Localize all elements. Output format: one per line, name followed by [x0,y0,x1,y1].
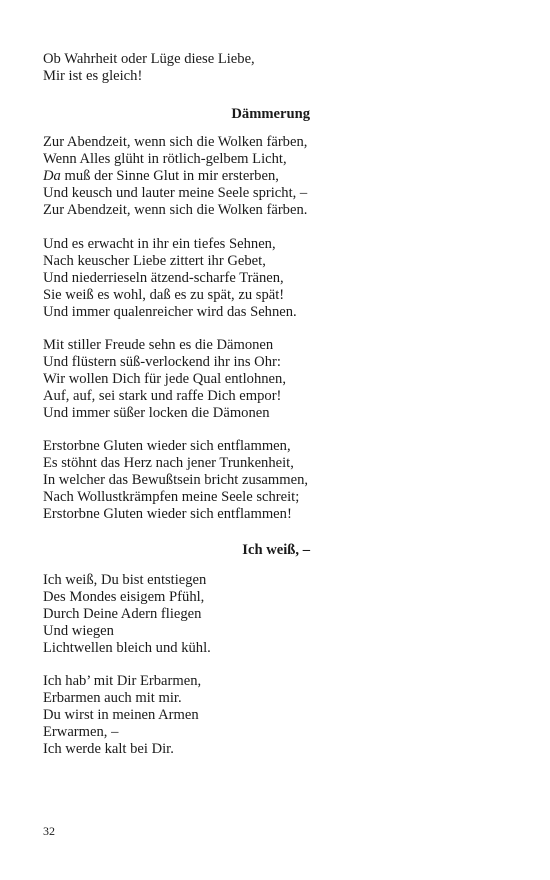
verse-line: Es stöhnt das Herz nach jener Trunkenheit, [43,455,294,471]
page-number: 32 [43,824,55,838]
verse-line: Zur Abendzeit, wenn sich die Wolken färben, [43,134,308,150]
intro-stanza [43,51,513,85]
stanza [43,337,513,422]
verse-line: Nach keuscher Liebe zittert ihr Gebet, [43,253,266,269]
verse-line: In welcher das Bewußtsein bricht zusammen, [43,472,309,488]
verse-line: Und es erwacht in ihr ein tiefes Sehnen, [43,236,276,252]
verse-line: Ich hab’ mit Dir Erbarmen, [43,673,202,689]
verse-line: Wir wollen Dich für jede Qual entlohnen, [43,371,286,387]
verse-line: Erstorbne Gluten wieder sich entflammen, [43,438,291,454]
verse-line: Nach Wollustkrämpfen meine Seele schreit; [43,489,300,505]
verse-line: Und niederrieseln ätzend-scharfe Tränen, [43,270,284,286]
stanza [43,236,513,321]
verse-line: Lichtwellen bleich und kühl. [43,640,211,656]
verse-line: Du wirst in meinen Armen [43,707,199,723]
verse-line [43,168,513,185]
verse-line: Und wiegen [43,623,114,639]
stanza [43,673,513,758]
stanza [43,438,513,523]
poem-title-daemmerung: Dämmerung [231,106,310,122]
verse-line: Ob Wahrheit oder Lüge diese Liebe, [43,51,255,67]
verse-line: Mir ist es gleich! [43,68,143,84]
verse-line: Zur Abendzeit, wenn sich die Wolken färben. [43,202,308,218]
verse-line: Auf, auf, sei stark und raffe Dich empor! [43,388,282,404]
verse-line: Und flüstern süß-verlockend ihr ins Ohr: [43,354,281,370]
verse-line: Ich weiß, Du bist entstiegen [43,572,207,588]
verse-line: Mit stiller Freude sehn es die Dämonen [43,337,274,353]
verse-line-rest: muß der Sinne Glut in mir ersterben, [60,168,279,184]
verse-line: Erwarmen, – [43,724,119,740]
verse-line: Wenn Alles glüht in rötlich-gelbem Licht, [43,151,287,167]
verse-line: Und immer qualenreicher wird das Sehnen. [43,304,297,320]
verse-line: Durch Deine Adern fliegen [43,606,202,622]
verse-line: Ich werde kalt bei Dir. [43,741,174,757]
verse-line: Und keusch und lauter meine Seele spricht, – [43,185,308,201]
verse-line: Und immer süßer locken die Dämonen [43,405,270,421]
poem-title-ich-weiss: Ich weiß, – [242,542,310,558]
verse-line: Erbarmen auch mit mir. [43,690,182,706]
verse-line: Erstorbne Gluten wieder sich entflammen! [43,506,292,522]
verse-line: Des Mondes eisigem Pfühl, [43,589,205,605]
verse-line: Sie weiß es wohl, daß es zu spät, zu spät! [43,287,285,303]
emphasized-word: Da [43,168,61,184]
stanza [43,134,513,219]
stanza [43,572,513,657]
